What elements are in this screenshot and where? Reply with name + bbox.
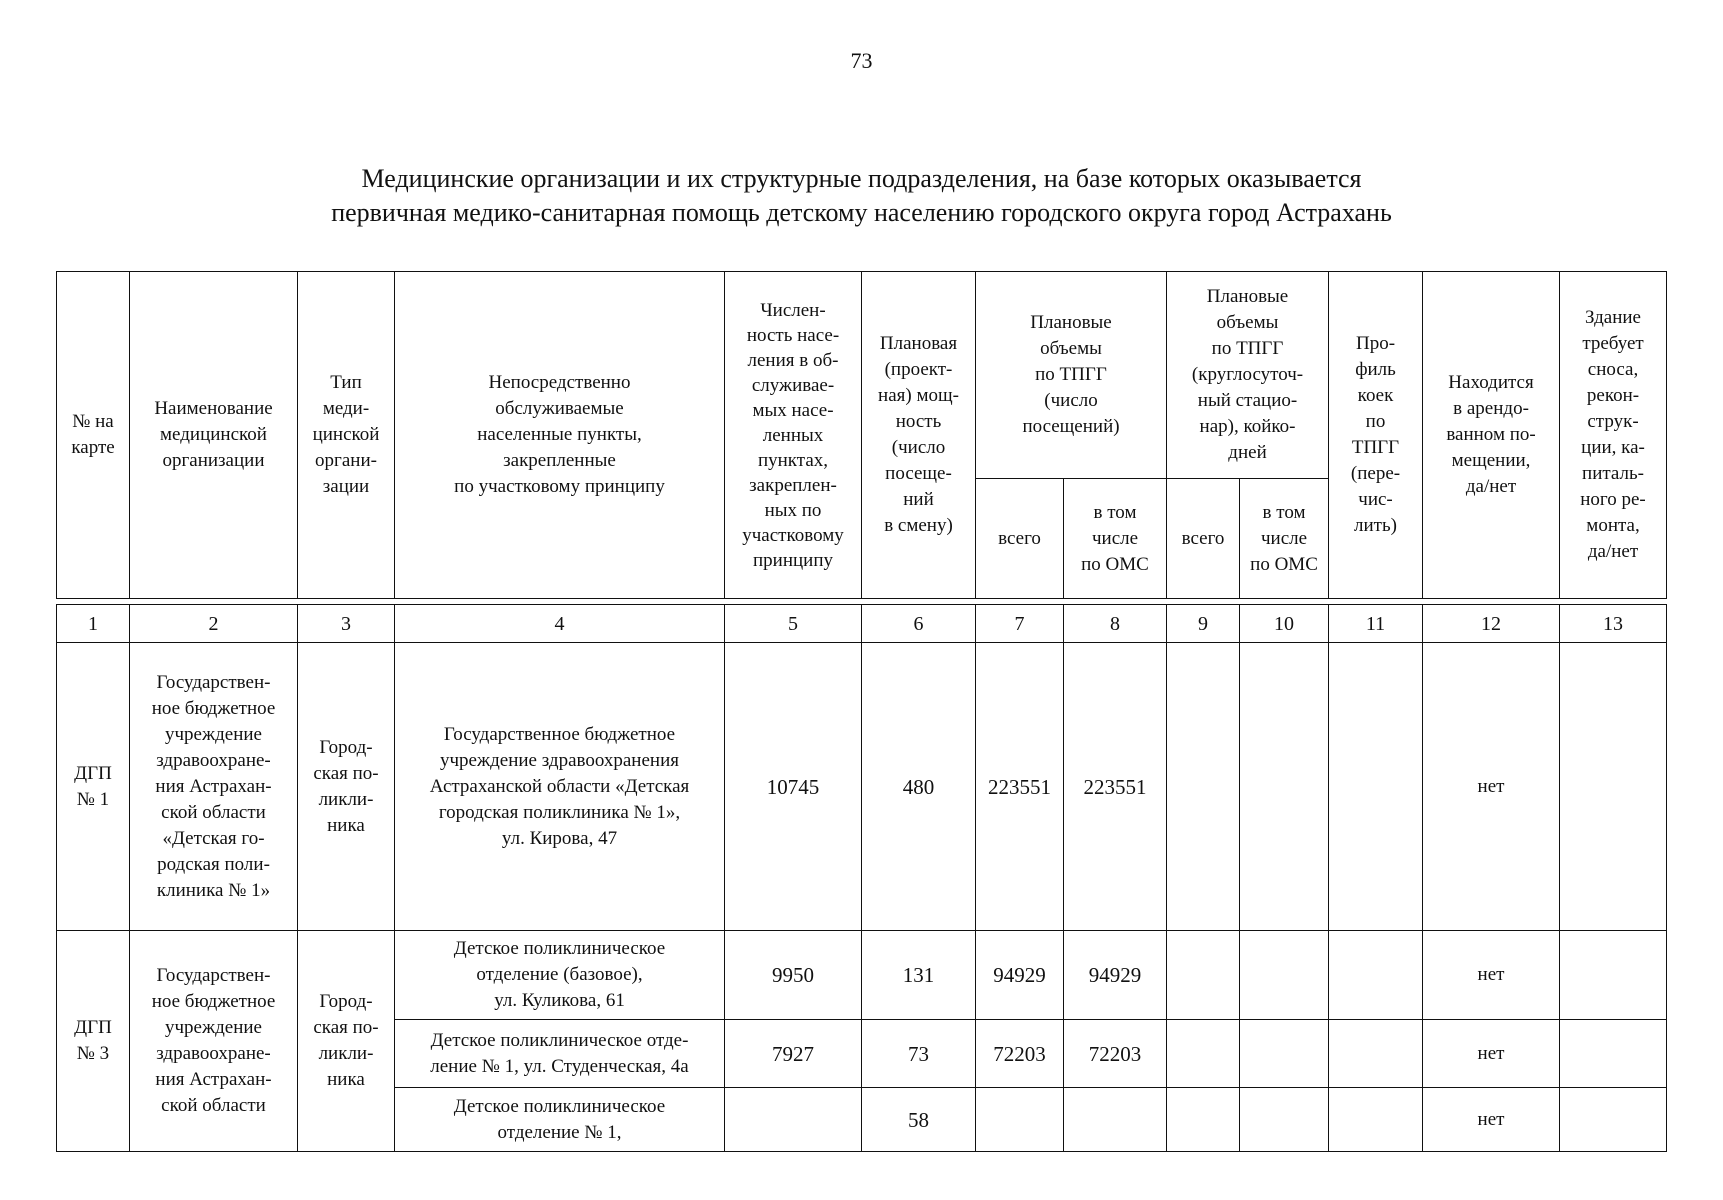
- title-line-1: Медицинские организации и их структурные подразделения, на базе которых оказывается: [361, 164, 1362, 193]
- header-beds-oms: в том числе по ОМС: [1240, 479, 1329, 599]
- header-served-settlements: Непосредственно обслуживаемые населенные пункты, закрепленные по участковому принципу: [395, 272, 725, 599]
- table-row: [57, 931, 1667, 1020]
- column-number: 13: [1560, 605, 1667, 643]
- served-settlement: Детское поликлиническое отделение (базовое), ул. Куликова, 61: [395, 931, 725, 1020]
- served-settlement: Государственное бюджетное учреждение здравоохранения Астраханской области «Детская городская поликлиника № 1», ул. Кирова, 47: [395, 643, 725, 931]
- capacity: 480: [862, 643, 976, 931]
- served-settlement: Детское поликлиническое отде- ление № 1, ул. Студенческая, 4а: [395, 1020, 725, 1088]
- rented: нет: [1423, 931, 1560, 1020]
- header-rented: Находится в арендо- ванном по- мещении, да/нет: [1423, 272, 1560, 599]
- column-number: 11: [1329, 605, 1423, 643]
- beds-oms: [1240, 643, 1329, 931]
- header-org-type: Тип меди- цинской органи- зации: [298, 272, 395, 599]
- header-visits-total: всего: [976, 479, 1064, 599]
- column-number-row: [57, 605, 1667, 643]
- population: 7927: [725, 1020, 862, 1088]
- column-number: 9: [1167, 605, 1240, 643]
- beds-oms: [1240, 1020, 1329, 1088]
- beds-oms: [1240, 1088, 1329, 1152]
- beds-oms: [1240, 931, 1329, 1020]
- data-table: [56, 604, 1667, 1152]
- visits-total: 94929: [976, 931, 1064, 1020]
- header-beds-total: всего: [1167, 479, 1240, 599]
- header-table: [56, 271, 1667, 599]
- header-map-number: № на карте: [57, 272, 130, 599]
- beds-total: [1167, 931, 1240, 1020]
- column-number: 4: [395, 605, 725, 643]
- column-number: 2: [130, 605, 298, 643]
- visits-total: 72203: [976, 1020, 1064, 1088]
- served-settlement: Детское поликлиническое отделение № 1,: [395, 1088, 725, 1152]
- column-number: 10: [1240, 605, 1329, 643]
- needs-repair: [1560, 1088, 1667, 1152]
- population: 10745: [725, 643, 862, 931]
- visits-total: 223551: [976, 643, 1064, 931]
- visits-oms: 94929: [1064, 931, 1167, 1020]
- header-needs-repair: Здание требует сноса, рекон- струк- ции, ка- питаль- ного ре- монта, да/нет: [1560, 272, 1667, 599]
- visits-oms: 223551: [1064, 643, 1167, 931]
- rented: нет: [1423, 1088, 1560, 1152]
- map-number: ДГП № 1: [57, 643, 130, 931]
- visits-oms: [1064, 1088, 1167, 1152]
- title-line-2: первичная медико-санитарная помощь детскому населению городского округа город Астрахань: [331, 198, 1392, 227]
- rented: нет: [1423, 1020, 1560, 1088]
- capacity: 73: [862, 1020, 976, 1088]
- beds-total: [1167, 1088, 1240, 1152]
- table-row: [57, 643, 1667, 931]
- column-number: 5: [725, 605, 862, 643]
- bed-profile: [1329, 643, 1423, 931]
- header-bed-profile: Про- филь коек по ТПГГ (пере- чис- лить): [1329, 272, 1423, 599]
- bed-profile: [1329, 1020, 1423, 1088]
- header-planned-bed-days: Плановые объемы по ТПГГ (круглосуточ- ный стацио- нар), койко- дней: [1167, 272, 1329, 479]
- org-name: Государствен- ное бюджетное учреждение здравоохране- ния Астрахан- ской области: [130, 931, 298, 1152]
- capacity: 131: [862, 931, 976, 1020]
- header-population: Числен- ность насе- ления в об- служивае- мых насе- ленных пунктах, закреплен- ных по участковому принципу: [725, 272, 862, 599]
- beds-total: [1167, 1020, 1240, 1088]
- header-capacity: Плановая (проект- ная) мощ- ность (число посеще- ний в смену): [862, 272, 976, 599]
- column-number: 3: [298, 605, 395, 643]
- bed-profile: [1329, 931, 1423, 1020]
- bed-profile: [1329, 1088, 1423, 1152]
- column-number: 12: [1423, 605, 1560, 643]
- visits-total: [976, 1088, 1064, 1152]
- page-number: 73: [850, 48, 873, 73]
- needs-repair: [1560, 643, 1667, 931]
- population: 9950: [725, 931, 862, 1020]
- capacity: 58: [862, 1088, 976, 1152]
- rented: нет: [1423, 643, 1560, 931]
- header-visits-oms: в том числе по ОМС: [1064, 479, 1167, 599]
- org-type: Город- ская по- ликли- ника: [298, 643, 395, 931]
- org-name: Государствен- ное бюджетное учреждение здравоохране- ния Астрахан- ской области «Детская го- родская поли- клиника № 1»: [130, 643, 298, 931]
- org-type: Город- ская по- ликли- ника: [298, 931, 395, 1152]
- population: [725, 1088, 862, 1152]
- column-number: 8: [1064, 605, 1167, 643]
- header-planned-visits: Плановые объемы по ТПГГ (число посещений): [976, 272, 1167, 479]
- column-number: 1: [57, 605, 130, 643]
- column-number: 7: [976, 605, 1064, 643]
- visits-oms: 72203: [1064, 1020, 1167, 1088]
- document-title: [0, 162, 1723, 230]
- needs-repair: [1560, 931, 1667, 1020]
- needs-repair: [1560, 1020, 1667, 1088]
- beds-total: [1167, 643, 1240, 931]
- column-number: 6: [862, 605, 976, 643]
- map-number: ДГП № 3: [57, 931, 130, 1152]
- header-org-name: Наименование медицинской организации: [130, 272, 298, 599]
